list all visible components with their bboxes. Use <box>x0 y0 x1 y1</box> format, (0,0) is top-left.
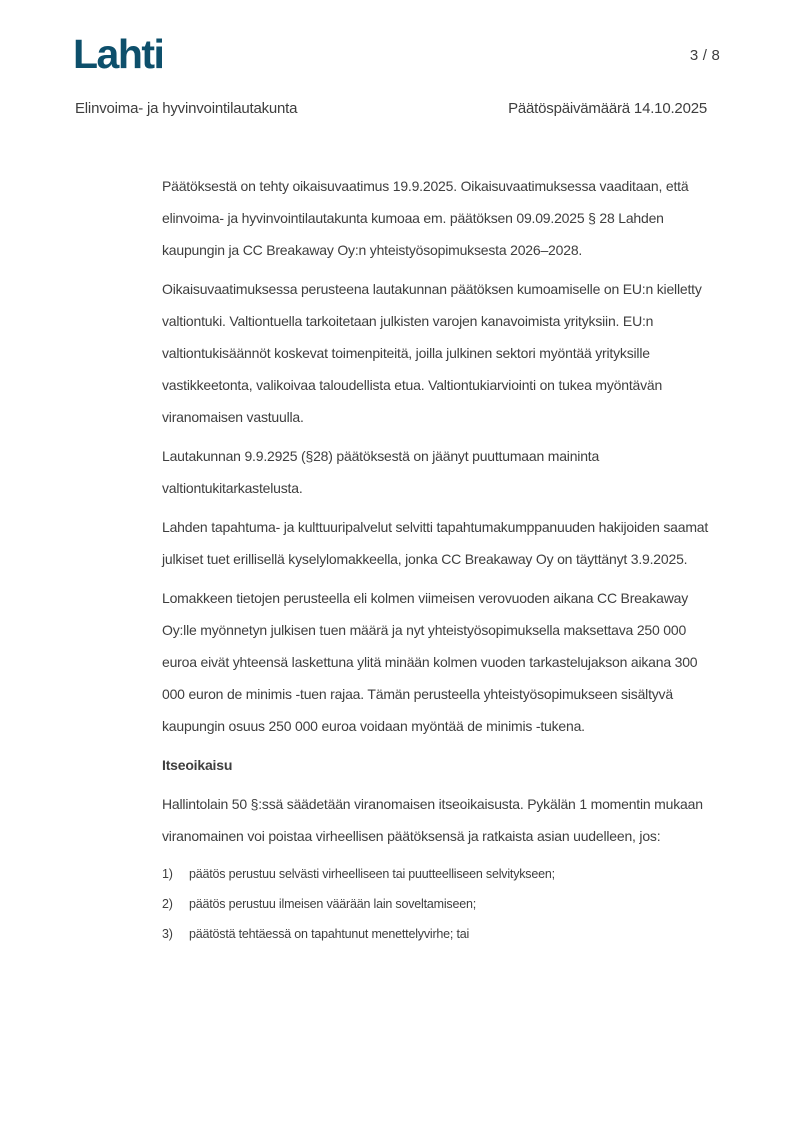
list-item-text: päätös perustuu selvästi virheelliseen tai puutteelliseen selvitykseen; <box>189 867 555 881</box>
paragraph: Lautakunnan 9.9.2925 (§28) päätöksestä on jäänyt puuttumaan maininta valtiontukitarkastelusta. <box>162 448 600 496</box>
list-item <box>162 859 715 889</box>
paragraph: Päätöksestä on tehty oikaisuvaatimus 19.9.2025. Oikaisuvaatimuksessa vaaditaan, että elinvoima- ja hyvinvointilautakunta kumoaa em. päätöksen 09.09.2025 § 28 Lahden kaupungin ja CC Breakaway Oy:n yhteistyösopimuksesta 2026–2028. <box>162 178 689 258</box>
page-number: 3 / 8 <box>689 47 720 64</box>
paragraph: Lomakkeen tietojen perusteella eli kolmen viimeisen verovuoden aikana CC Breakaway Oy:lle myönnetyn julkisen tuen määrä ja nyt yhteistyösopimuksella maksettava 250 000 euroa eivät yhteensä laskettuna ylitä minään kolmen vuoden tarkastelujakson aikana 300 000 euron de minimis -tuen rajaa. Tämän perusteella yhteistyösopimukseen sisältyvä kaupungin osuus 250 000 euroa voidaan myöntää de minimis -tukena. <box>162 590 698 734</box>
document-body <box>162 170 715 949</box>
lahti-logo: Lahti <box>73 31 164 77</box>
list-item <box>162 919 715 949</box>
numbered-list <box>162 859 715 949</box>
decision-date: Päätöspäivämäärä 14.10.2025 <box>508 100 707 117</box>
section-heading: Itseoikaisu <box>162 757 233 773</box>
paragraph: Hallintolain 50 §:ssä säädetään viranomaisen itseoikaisusta. Pykälän 1 momentin mukaan viranomainen voi poistaa virheellisen päätöksensä ja ratkaista asian uudelleen, jos: <box>162 796 703 844</box>
list-item-marker: 3) <box>162 927 173 941</box>
list-item-marker: 1) <box>162 867 173 881</box>
paragraph: Lahden tapahtuma- ja kulttuuripalvelut selvitti tapahtumakumppanuuden hakijoiden saamat julkiset tuet erillisellä kyselylomakkeella, jonka CC Breakaway Oy on täyttänyt 3.9.2025. <box>162 519 709 567</box>
document-header-row <box>75 100 707 117</box>
paragraph: Oikaisuvaatimuksessa perusteena lautakunnan päätöksen kumoamiselle on EU:n kielletty valtiontuki. Valtiontuella tarkoitetaan julkisten varojen kanavoimista yrityksiin. EU:n valtiontukisäännöt koskevat toimenpiteitä, joilla julkinen sektori myöntää yrityksille vastikkeetonta, valikoivaa taloudellista etua. Valtiontukiarviointi on tukea myöntävän viranomaisen vastuulla. <box>162 281 702 425</box>
list-item-marker: 2) <box>162 897 173 911</box>
list-item <box>162 889 715 919</box>
list-item-text: päätöstä tehtäessä on tapahtunut menettelyvirhe; tai <box>189 927 470 941</box>
list-item-text: päätös perustuu ilmeisen väärään lain soveltamiseen; <box>189 897 476 911</box>
committee-name: Elinvoima- ja hyvinvointilautakunta <box>75 100 298 117</box>
